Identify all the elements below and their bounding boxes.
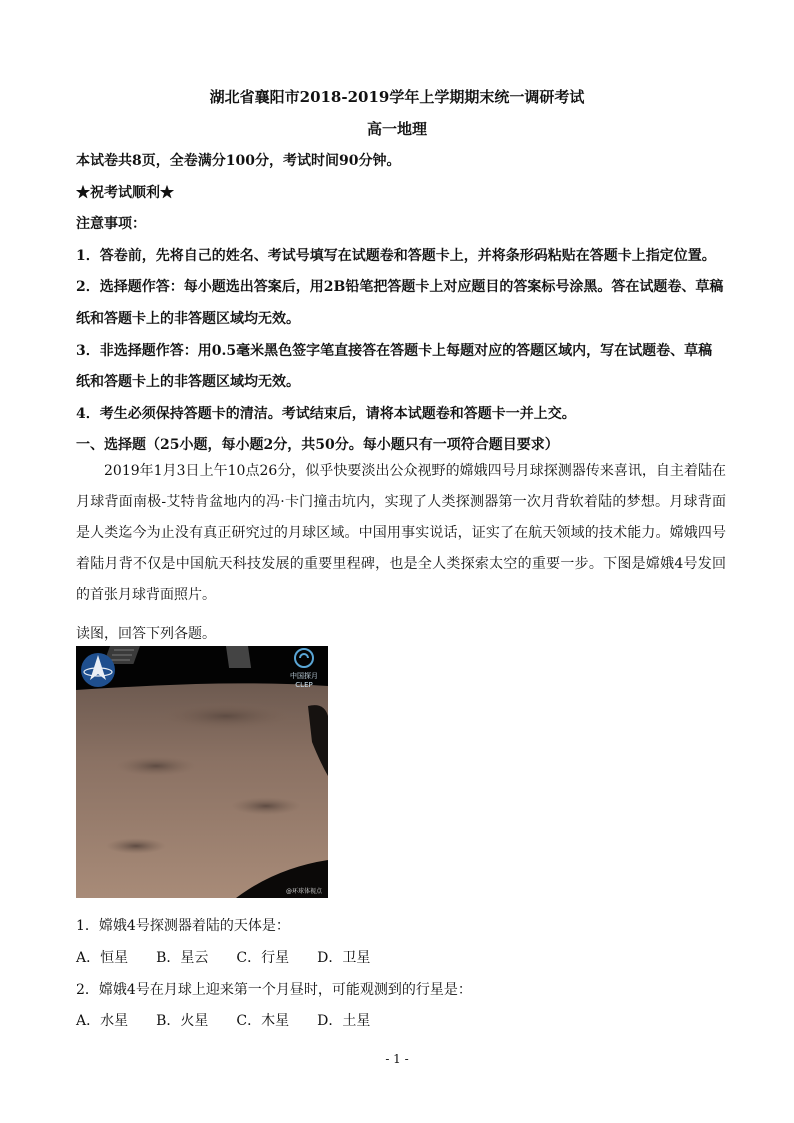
section-heading: 一、选择题（25小题，每小题2分，共50分。每小题只有一项符合题目要求） <box>76 437 559 453</box>
photo-watermark: @环球体视点 <box>285 888 322 895</box>
good-luck-line: ★祝考试顺利★ <box>76 185 174 201</box>
page-number: - 1 - <box>385 1052 409 1066</box>
question-1-options: A．恒星 B．星云 C．行星 D．卫星 <box>76 950 371 966</box>
reading-passage: 2019年1月3日上午10点26分，似乎快要淡出公众视野的嫦娥四号月球探测器传来喜讯，自主着陆在月球背面南极-艾特肯盆地内的冯·卡门撞击坑内，实现了人类探测器第一次月背软着陆的梦想。月球背面是人类迄今为止没有真正研究过的月球区域。中国用事实说话，证实了在航天领域的技术能力。嫦娥四号着陆月背不仅是中国航天科技发展的重要里程碑，也是全人类探索太空的重要一步。下图是嫦娥4号发回的首张月球背面照片。 <box>76 463 726 603</box>
exam-subject: 高一地理 <box>366 120 427 138</box>
clep-logo-text-en: CLEP <box>295 681 313 689</box>
note-3-line-1: 3．非选择题作答：用0.5毫米黑色签字笔直接答在答题卡上每题对应的答题区域内，写在试题卷、草稿 <box>76 343 713 359</box>
moon-far-side-photo <box>76 646 328 898</box>
reading-instruction: 读图，回答下列各题。 <box>76 626 216 642</box>
cnsa-logo-icon <box>81 653 115 687</box>
note-2-line-1: 2．选择题作答：每小题选出答案后，用2B铅笔把答题卡上对应题目的答案标号涂黑。答在试题卷、草稿 <box>76 279 724 295</box>
exam-title: 湖北省襄阳市2018-2019学年上学期期末统一调研考试 <box>209 88 585 106</box>
note-3-line-2: 纸和答题卡上的非答题区域均无效。 <box>76 374 300 390</box>
note-1: 1．答卷前，先将自己的姓名、考试号填写在试题卷和答题卡上，并将条形码粘贴在答题卡上指定位置。 <box>76 248 716 264</box>
note-4: 4．考生必须保持答题卡的清洁。考试结束后，请将本试题卷和答题卡一并上交。 <box>76 406 576 422</box>
exam-info: 本试卷共8页，全卷满分100分，考试时间90分钟。 <box>76 153 401 169</box>
notes-title: 注意事项： <box>76 216 146 232</box>
question-1-stem: 1．嫦娥4号探测器着陆的天体是： <box>76 918 290 934</box>
question-2-stem: 2．嫦娥4号在月球上迎来第一个月昼时，可能观测到的行星是： <box>76 982 472 998</box>
question-2-options: A．水星 B．火星 C．木星 D．土星 <box>76 1013 371 1029</box>
clep-logo-text-cn: 中国探月 <box>290 672 318 680</box>
note-2-line-2: 纸和答题卡上的非答题区域均无效。 <box>76 311 300 327</box>
